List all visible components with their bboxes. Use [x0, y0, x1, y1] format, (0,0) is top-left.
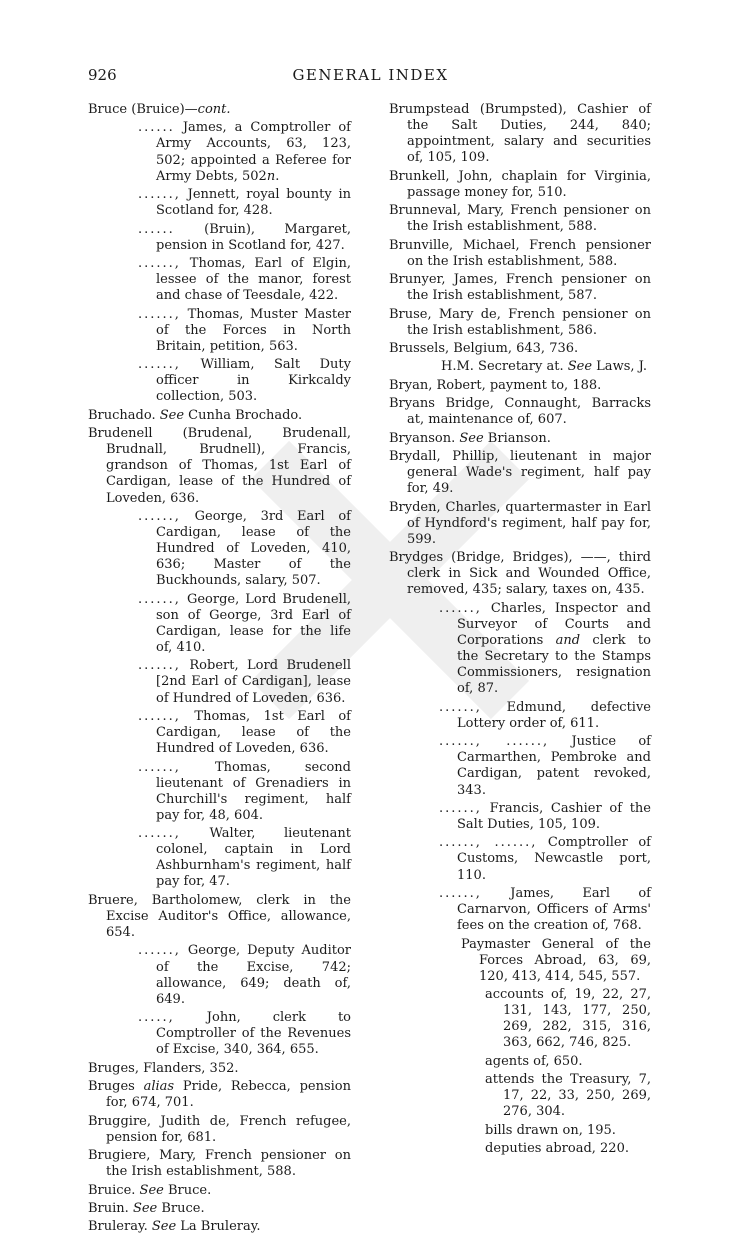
entry-text: Robert, Lord Brudenell [2nd Earl of Cardigan], lease of Hundred of Loveden, 636. — [156, 658, 351, 706]
entry-leader: ......, — [138, 357, 181, 373]
index-entry — [439, 835, 651, 883]
entry-italic: See — [459, 430, 484, 446]
index-entry — [389, 378, 651, 394]
entry-text: Francis, Cashier of the Salt Duties, 105, 109. — [457, 800, 651, 832]
entry-leader: ...... — [138, 120, 175, 136]
index-entry — [439, 886, 651, 934]
index-entry — [389, 396, 651, 428]
index-entry — [485, 1141, 651, 1157]
index-entry — [138, 760, 351, 824]
entry-text: Brydges (Bridge, Bridges), ——, third clerk in Sick and Wounded Office, removed, 435; salary, taxes on, 435. — [389, 550, 651, 598]
index-entry — [88, 1201, 351, 1217]
entry-text: Thomas, Muster Master of the Forces in North Britain, petition, 563. — [156, 306, 351, 354]
entry-leader: ......, — [138, 759, 181, 775]
entry-leader: ......, — [439, 699, 482, 715]
index-entry — [138, 709, 351, 757]
entry-text: Bryden, Charles, quartermaster in Earl of Hyndford's regiment, half pay for, 599. — [389, 499, 651, 547]
entry-text: Brunkell, John, chaplain for Virginia, passage money for, 510. — [389, 168, 651, 200]
entry-tail: Cunha Brochado. — [184, 407, 303, 423]
index-entry — [485, 1054, 651, 1070]
entry-text: Brumpstead (Brumpsted), Cashier of the Salt Duties, 244, 840; appointment, salary and securities of, 105, 109. — [389, 102, 651, 166]
entry-text: Bruchado. — [88, 407, 160, 423]
entry-leader: ......, — [138, 826, 181, 842]
index-entry — [389, 102, 651, 166]
index-entry — [485, 987, 651, 1051]
index-entry — [88, 102, 351, 118]
entry-tail: Pride, Rebecca, pension for, 674, 701. — [106, 1079, 351, 1111]
entry-tail: Bruce. — [163, 1182, 212, 1198]
index-entry — [88, 426, 351, 506]
entry-leader: ......, ......, — [439, 835, 538, 851]
page-header — [88, 66, 653, 88]
entry-leader: ......, — [138, 256, 181, 272]
index-entry — [88, 408, 351, 424]
index-entry — [389, 550, 651, 598]
entry-text: Bryan, Robert, payment to, 188. — [389, 377, 602, 393]
entry-text: Brussels, Belgium, 643, 736. — [389, 341, 579, 357]
entry-italic-tail: n — [266, 168, 276, 184]
entry-leader: ...... — [138, 221, 175, 237]
entry-leader: ......, — [138, 708, 181, 724]
entry-text: (Bruin), Margaret, pension in Scotland for, 427. — [156, 221, 351, 253]
entry-text: James, a Comptroller of Army Accounts, 63, 123, 502; appointed a Referee for Army Debts, 502 — [156, 120, 351, 184]
entry-tail: clerk to the Secretary to the Stamps Commissioners, resignation of, 87. — [457, 633, 651, 697]
index-entry — [88, 1148, 351, 1180]
index-entry — [138, 592, 351, 656]
index-entry — [389, 272, 651, 304]
entry-leader: ......, ......, — [439, 734, 550, 750]
index-entry — [88, 1219, 351, 1235]
entry-text: John, clerk to Comptroller of the Revenues of Excise, 340, 364, 655. — [156, 1010, 351, 1058]
entry-text: Bruice. — [88, 1182, 140, 1198]
entry-tail: Bruce. — [157, 1200, 205, 1216]
entry-text: attends the Treasury, 7, 17, 22, 33, 250, 269, 276, 304. — [485, 1072, 651, 1120]
entry-text: George, 3rd Earl of Cardigan, lease of the Hundred of Loveden, 410, 636; Master of the Buckhounds, salary, 507. — [156, 508, 351, 589]
index-entry — [439, 734, 651, 798]
entry-text: agents of, 650. — [485, 1053, 583, 1069]
index-column-right — [389, 102, 651, 1160]
entry-text: Brunville, Michael, French pensioner on the Irish establishment, 588. — [389, 237, 651, 269]
entry-text: Bruges, Flanders, 352. — [88, 1060, 239, 1076]
entry-italic: and — [555, 633, 581, 649]
entry-text: George, Deputy Auditor of the Excise, 742; allowance, 649; death of, 649. — [156, 943, 351, 1007]
index-entry — [389, 449, 651, 497]
index-entry — [88, 1114, 351, 1146]
entry-text: Bruin. — [88, 1200, 133, 1216]
entry-italic-tail: cont. — [197, 102, 231, 117]
entry-leader: ......, — [138, 591, 181, 607]
entry-text: Comptroller of Customs, Newcastle port, 110. — [457, 835, 651, 883]
entry-italic: See — [159, 407, 185, 423]
entry-italic: See — [132, 1200, 158, 1216]
running-title: GENERAL INDEX — [292, 66, 449, 84]
entry-text: Bruleray. — [88, 1219, 152, 1235]
index-entry — [389, 500, 651, 548]
entry-tail: Brianson. — [483, 430, 551, 446]
entry-text: Edmund, defective Lottery order of, 611. — [457, 699, 651, 731]
entry-text: Brydall, Phillip, lieutenant in major general Wade's regiment, half pay for, 49. — [389, 449, 651, 497]
index-entry — [138, 120, 351, 184]
entry-text: Brudenell (Brudenal, Brudenall, Brudnall, Brudnell), Francis, grandson of Thomas, 1st Earl of Cardigan, lease of the Hundred of Loveden, 636. — [88, 426, 351, 506]
entry-leader: ......, — [439, 800, 482, 816]
entry-text: Bruges — [88, 1079, 144, 1095]
index-column-left — [88, 102, 351, 1238]
entry-text: Bryanson. — [389, 430, 460, 446]
entry-text: Bruce (Bruice)— — [88, 102, 198, 117]
entry-text: Bryans Bridge, Connaught, Barracks at, maintenance of, 607. — [389, 396, 651, 428]
entry-tail: Laws, J. — [592, 359, 647, 375]
index-entry — [138, 357, 351, 405]
entry-leader: ......, — [138, 943, 181, 959]
entry-text: Charles, Inspector and Surveyor of Courts and Corporations — [457, 600, 651, 649]
entry-text: George, Lord Brudenell, son of George, 3rd Earl of Cardigan, lease for the life of, 410. — [156, 591, 351, 655]
entry-text: Thomas, Earl of Elgin, lessee of the manor, forest and chase of Teesdale, 422. — [156, 256, 351, 304]
entry-leader: ......, — [439, 600, 482, 616]
index-entry — [461, 937, 651, 985]
index-entry — [138, 256, 351, 304]
entry-text: Bruse, Mary de, French pensioner on the Irish establishment, 586. — [389, 306, 651, 338]
entry-text: bills drawn on, 195. — [485, 1122, 616, 1138]
index-entry — [138, 307, 351, 355]
index-entry — [389, 203, 651, 235]
entry-leader: ......, — [138, 187, 181, 203]
entry-italic: See — [139, 1182, 164, 1198]
index-entry — [439, 700, 651, 732]
entry-text: Walter, lieutenant colonel, captain in Lord Ashburnham's regiment, half pay for, 47. — [156, 826, 351, 890]
index-entry — [138, 1010, 351, 1058]
entry-tail: La Bruleray. — [176, 1219, 261, 1235]
index-entry — [485, 1072, 651, 1120]
entry-text: Bruggire, Judith de, French refugee, pension for, 681. — [88, 1113, 351, 1145]
entry-text: William, Salt Duty officer in Kirkcaldy collection, 503. — [156, 357, 351, 405]
entry-text: Bruere, Bartholomew, clerk in the Excise Auditor's Office, allowance, 654. — [88, 892, 351, 941]
entry-end: . — [275, 168, 280, 184]
entry-leader: ......, — [138, 658, 181, 674]
index-entry — [389, 307, 651, 339]
entry-text: Jennett, royal bounty in Scotland for, 428. — [156, 187, 351, 219]
index-entry — [138, 826, 351, 890]
page-number: 926 — [88, 66, 117, 84]
entry-text: Thomas, 1st Earl of Cardigan, lease of the Hundred of Loveden, 636. — [156, 708, 351, 757]
entry-leader: ......, — [138, 306, 181, 322]
index-entry — [389, 238, 651, 270]
index-entry — [88, 893, 351, 941]
entry-text: Justice of Carmarthen, Pembroke and Cardigan, patent revoked, 343. — [457, 734, 651, 798]
entry-text: James, Earl of Carnarvon, Officers of Arms' fees on the creation of, 768. — [457, 885, 651, 934]
index-entry — [439, 801, 651, 833]
index-entry — [138, 187, 351, 219]
index-entry — [88, 1061, 351, 1077]
index-entry — [138, 509, 351, 589]
entry-italic: alias — [143, 1079, 175, 1095]
index-entry — [439, 601, 651, 698]
entry-leader: ......, — [138, 508, 181, 524]
entry-text: Thomas, second lieutenant of Grenadiers in Churchill's regiment, half pay for, 48, 604. — [156, 759, 351, 823]
entry-text: H.M. Secretary at. — [441, 359, 568, 375]
index-entry — [389, 341, 651, 357]
entry-leader: ....., — [138, 1010, 175, 1026]
entry-text: accounts of, 19, 22, 27, 131, 143, 177, 250, 269, 282, 315, 316, 363, 662, 746, 825. — [485, 987, 651, 1051]
index-entry — [138, 658, 351, 706]
entry-text: Brugiere, Mary, French pensioner on the Irish establishment, 588. — [88, 1148, 351, 1180]
index-entry — [88, 1183, 351, 1199]
entry-text: Paymaster General of the Forces Abroad, 63, 69, 120, 413, 414, 545, 557. — [461, 936, 651, 984]
entry-text: Brunneval, Mary, French pensioner on the Irish establishment, 588. — [389, 203, 651, 235]
index-entry — [485, 1123, 651, 1139]
index-entry — [441, 359, 651, 375]
index-entry — [389, 431, 651, 447]
index-entry — [138, 943, 351, 1007]
index-entry — [389, 169, 651, 201]
entry-italic: See — [151, 1219, 177, 1235]
entry-italic: See — [567, 359, 593, 375]
index-entry — [138, 222, 351, 254]
index-entry — [88, 1079, 351, 1111]
entry-leader: ......, — [439, 885, 482, 901]
entry-text: Brunyer, James, French pensioner on the Irish establishment, 587. — [389, 272, 651, 304]
entry-text: deputies abroad, 220. — [485, 1141, 629, 1157]
